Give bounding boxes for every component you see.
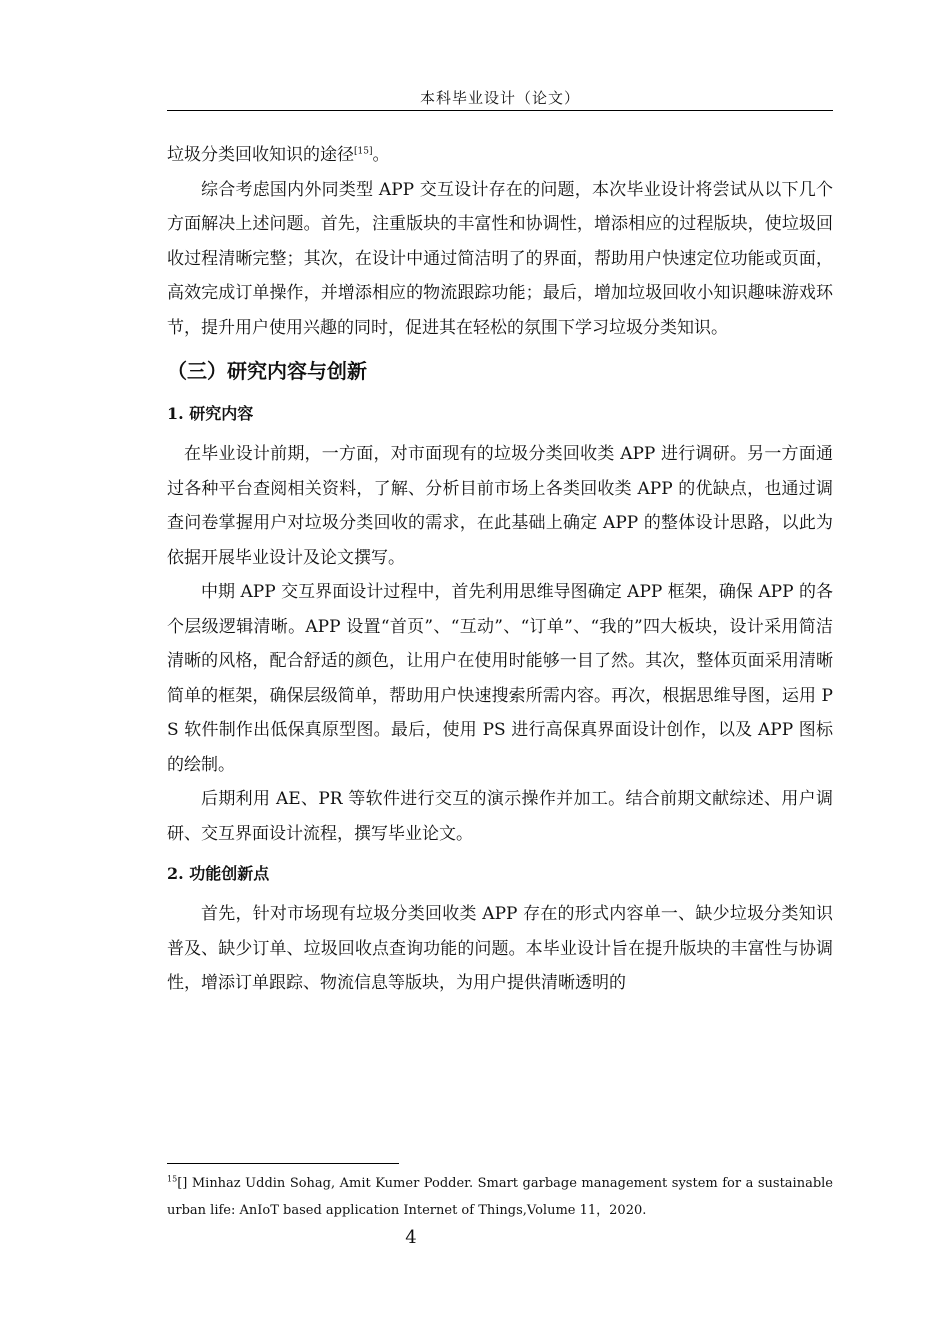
footnote-number: 15: [167, 1174, 178, 1184]
running-header: 本科毕业设计（论文）: [419, 89, 580, 107]
header-rule: [167, 110, 833, 111]
footnote-text: [] Minhaz Uddin Sohag, Amit Kumer Podder. Smart garbage management system for a sustainable urban life: AnIoT based application Internet of Things,Volume 11，2020.: [167, 1176, 833, 1218]
research-paragraph-early: 在毕业设计前期，一方面，对市面现有的垃圾分类回收类 APP 进行调研。另一方面通过各种平台查阅相关资料，了解、分析目前市场上各类回收类 APP 的优缺点，也通过调查问卷掌握用户对垃圾分类回收的需求，在此基础上确定 APP 的整体设计思路，以此为依据开展毕业设计及论文撰写。: [167, 444, 833, 568]
innovation-paragraph: 首先，针对市场现有垃圾分类回收类 APP 存在的形式内容单一、缺少垃圾分类知识普及、缺少订单、垃圾回收点查询功能的问题。本毕业设计旨在提升版块的丰富性与协调性，增添订单跟踪、物流信息等版块，为用户提供清晰透明的: [167, 904, 833, 993]
document-body: [167, 138, 833, 1001]
intro-line-text: 垃圾分类回收知识的途径: [167, 145, 354, 165]
subheading-innovation: 2. 功能创新点: [167, 864, 270, 883]
intro-paragraph: 综合考虑国内外同类型 APP 交互设计存在的问题，本次毕业设计将尝试从以下几个方面解决上述问题。首先，注重版块的丰富性和协调性，增添相应的过程版块，使垃圾回收过程清晰完整；其次，在设计中通过简洁明了的界面，帮助用户快速定位功能或页面，高效完成订单操作，并增添相应的物流跟踪功能；最后，增加垃圾回收小知识趣味游戏环节，提升用户使用兴趣的同时，促进其在轻松的氛围下学习垃圾分类知识。: [167, 179, 833, 338]
intro-end-mark: 。: [372, 145, 390, 165]
page-number: 4: [405, 1227, 417, 1248]
research-paragraph-late: 后期利用 AE、PR 等软件进行交互的演示操作并加工。结合前期文献综述、用户调研、交互界面设计流程，撰写毕业论文。: [167, 789, 833, 844]
footnote: [167, 1170, 833, 1224]
subheading-research-content: 1. 研究内容: [167, 404, 254, 423]
footnote-rule: [167, 1163, 399, 1164]
research-paragraph-middle: 中期 APP 交互界面设计过程中，首先利用思维导图确定 APP 框架，确保 APP 的各个层级逻辑清晰。APP 设置“首页”、“互动”、“订单”、“我的”四大板块，设计采用简洁清晰的风格，配合舒适的颜色，让用户在使用时能够一目了然。其次，整体页面采用清晰简单的框架，确保层级简单，帮助用户快速搜索所需内容。再次，根据思维导图，运用 PS 软件制作出低保真原型图。最后，使用 PS 进行高保真界面设计创作，以及 APP 图标的绘制。: [167, 582, 833, 775]
section-heading-research-content: （三）研究内容与创新: [167, 359, 367, 383]
citation-15[interactable]: [15]: [354, 146, 373, 157]
intro-continuation-line: [167, 138, 833, 173]
